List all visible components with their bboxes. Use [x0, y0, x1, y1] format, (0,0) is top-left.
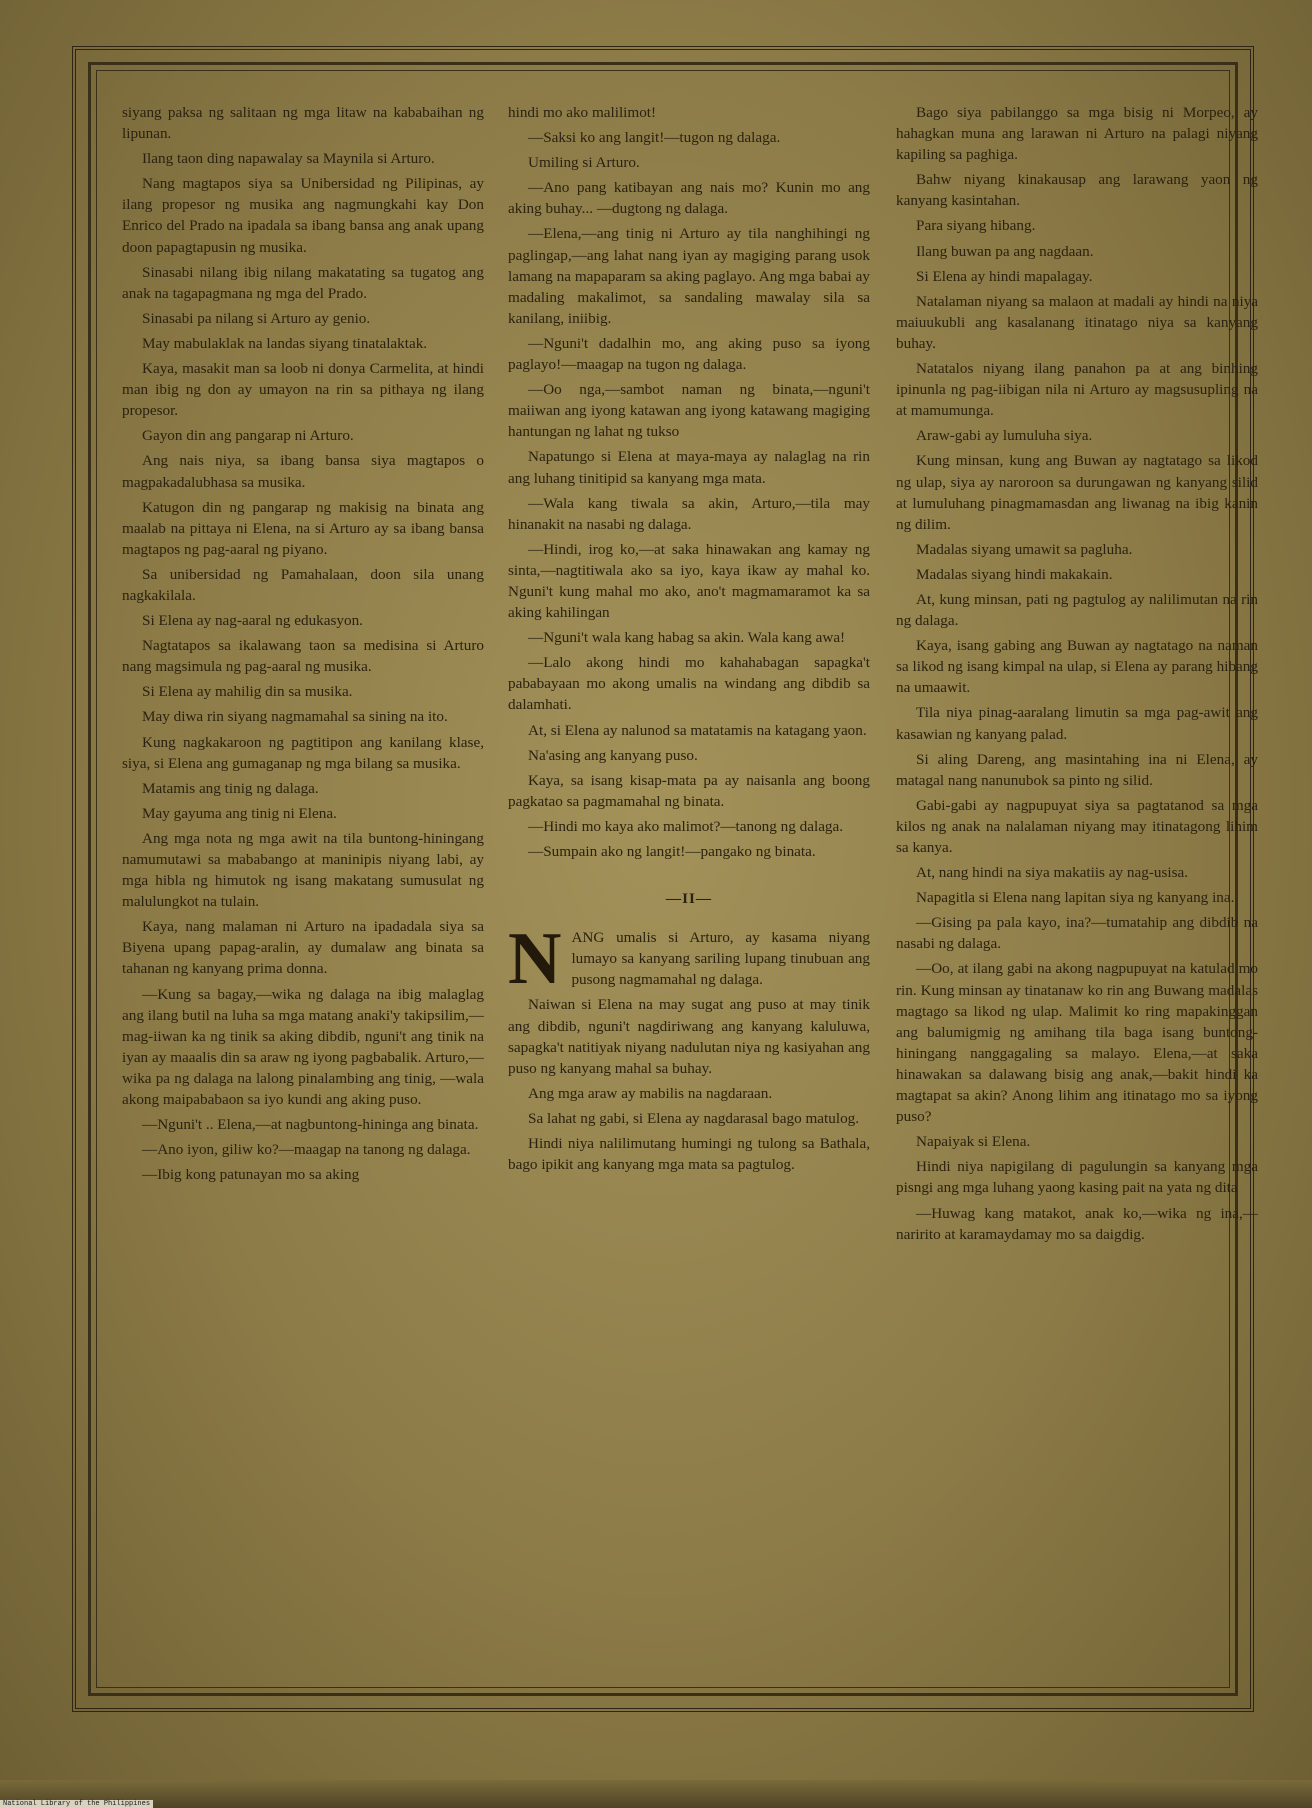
section-heading: —II— [665, 890, 713, 908]
paragraph: Hindi niya nalilimutang humingi ng tulong sa Bathala, bago ipikit ang kanyang mga mata sa pagtulog. [508, 1135, 870, 1174]
paragraph: —Huwag kang matakot, anak ko,—wika ng ina,—naririto at karamaydamay mo sa daigdig. [896, 1204, 1258, 1243]
paragraph: —Ano pang katibayan ang nais mo? Kunin mo ang aking buhay... —dugtong ng dalaga. [508, 179, 870, 218]
paragraph: Matamis ang tinig ng dalaga. [142, 779, 319, 797]
paragraph: Si aling Dareng, ang masintahing ina ni Elena, ay matagal nang nanunubok sa pinto ng silid. [896, 750, 1258, 789]
paragraph: Kaya, isang gabing ang Buwan ay nagtatago na naman sa likod ng isang kimpal na ulap, si Elena ay parang hibang na umaawit. [896, 637, 1258, 697]
paragraph-text: ANG umalis si Arturo, ay kasama niyang lumayo sa kanyang sariling lupang tinubuan ang pusong nagmamahal ng dalaga. [571, 929, 870, 989]
paragraph: —Nguni't wala kang habag sa akin. Wala kang awa! [528, 629, 846, 647]
paragraph: May mabulaklak na landas siyang tinatalaktak. [142, 334, 428, 352]
paragraph: At, kung minsan, pati ng pagtulog ay nalilimutan na rin ng dalaga. [896, 590, 1258, 630]
paragraph: Sinasabi nilang ibig nilang makatating sa tugatog ang anak na tagapagmana ng mga del Prado. [122, 263, 484, 302]
paragraph: Si Elena ay nag-aaral ng edukasyon. [142, 612, 363, 630]
paragraph: Bahw niyang kinakausap ang larawang yaon ng kanyang kasintahan. [896, 171, 1258, 210]
paragraph: —Hindi mo kaya ako malimot?—tanong ng dalaga. [528, 817, 844, 835]
paragraph: May diwa rin siyang nagmamahal sa sining na ito. [142, 708, 448, 726]
paragraph: Kaya, nang malaman ni Arturo na ipadadala siya sa Biyena upang papag-aralin, ay dumalaw ang binata sa tahanan ng kanyang prima donna. [122, 918, 484, 978]
paragraph: Napaiyak si Elena. [916, 1133, 1031, 1151]
paragraph: Nagtatapos sa ikalawang taon sa medisina si Arturo nang magsimula ng pag-aaral ng musika. [122, 637, 484, 676]
text-column-3 [896, 102, 1258, 1702]
paragraph: Natalaman niyang sa malaon at madali ay hindi na niya maiuukubli ang kasalanang itinatago niya sa kanyang buhay. [896, 292, 1258, 352]
paragraph: Ilang buwan pa ang nagdaan. [916, 242, 1094, 260]
paragraph: Katugon din ng pangarap ng makisig na binata ang maalab na pittaya ni Elena, na si Arturo ay sa ibang bansa magtapos ng pag-aaral ng piyano. [122, 498, 484, 558]
paragraph: Sa lahat ng gabi, si Elena ay nagdarasal bago matulog. [528, 1109, 860, 1127]
paragraph: Natatalos niyang ilang panahon pa at ang binhing ipinunla ng pag-iibigan nila ni Arturo ay magsusupling na at mamumunga. [896, 360, 1258, 420]
paragraph: Sa unibersidad ng Pamahalaan, doon sila unang nagkakilala. [122, 565, 484, 604]
paragraph: —Ibig kong patunayan mo sa aking [142, 1166, 360, 1184]
paragraph: —Ano iyon, giliw ko?—maagap na tanong ng dalaga. [142, 1141, 471, 1159]
paragraph: Si Elena ay mahilig din sa musika. [142, 683, 353, 701]
paragraph: Si Elena ay hindi mapalagay. [916, 267, 1093, 285]
paragraph: Madalas siyang hindi makakain. [916, 565, 1113, 583]
paragraph: —Gising pa pala kayo, ina?—tumatahip ang dibdib na nasabi ng dalaga. [896, 914, 1258, 953]
paragraph: Napagitla si Elena nang lapitan siya ng kanyang ina. [916, 889, 1235, 907]
paragraph: —Oo, at ilang gabi na akong nagpupuyat na katulad mo rin. Kung minsan ay tinatanaw ko rin ang Buwang madalas magtago sa likod ng ulap. Malimit ko ring mapakinggan ang balumigmig ng amihang tila baga isang buntong-hiningang nanggagaling sa malayo. Elena,—at saka hinawakan sa dalawang bisig ang anak,—bakit hindi ka magtapat sa akin? Anong lihim ang itinatago mo sa iyong puso? [896, 960, 1258, 1126]
paragraph: Gayon din ang pangarap ni Arturo. [142, 427, 354, 445]
paragraph: Kaya, sa isang kisap-mata pa ay naisanla ang boong pagkatao sa pagmamahal ng binata. [508, 771, 870, 810]
paragraph: At, nang hindi na siya makatiis ay nag-usisa. [916, 864, 1189, 882]
paragraph: —Wala kang tiwala sa akin, Arturo,—tila may hinanakit na nasabi ng dalaga. [508, 494, 870, 533]
paragraph: Ang mga araw ay mabilis na nagdaraan. [528, 1084, 773, 1102]
paragraph: Umiling si Arturo. [528, 154, 640, 172]
paragraph: —Saksi ko ang langit!—tugon ng dalaga. [528, 129, 781, 147]
paragraph: Naiwan si Elena na may sugat ang puso at may tinik ang dibdib, nguni't nagdiriwang ang kanyang kaluluwa, sapagka't natitiyak niyang nadulutan niya ng kasiyahan ang puso ng kanyang mahal sa buhay. [508, 996, 870, 1077]
page-bottom-edge [0, 1780, 1312, 1808]
paragraph: —Hindi, irog ko,—at saka hinawakan ang kamay ng sinta,—nagtitiwala ako sa iyo, kaya ikaw ay mahal ko. Nguni't kung mahal mo ako, ano't magmamaramot ka sa aking kahilingan [508, 540, 870, 622]
paragraph: Ang nais niya, sa ibang bansa siya magtapos o magpakadalubhasa sa musika. [122, 452, 484, 491]
paragraph: Para siyang hibang. [916, 217, 1036, 235]
paragraph: Kung nagkakaroon ng pagtitipon ang kanilang klase, siya, si Elena ang gumaganap ng mga bilang sa musika. [122, 733, 484, 772]
drop-cap: N [508, 918, 562, 1001]
paragraph: siyang paksa ng salitaan ng mga litaw na kababaihan ng lipunan. [122, 104, 484, 143]
paragraph: —Elena,—ang tinig ni Arturo ay tila nanghihingi ng paglingap,—ang lahat nang iyan ay magiging parang usok lamang na mapaparam sa aking paglayo. Ang mga babai ay madaling makalimot, sa sandaling mawalay sila sa kanilang, iniibig. [508, 225, 870, 327]
paragraph: Araw-gabi ay lumuluha siya. [916, 427, 1093, 445]
paragraph: Kaya, masakit man sa loob ni donya Carmelita, at hindi man ibig ng don ay umayon na rin sa pithaya ng ilang propesor. [122, 360, 484, 420]
paragraph: Hindi niya napigilang di pagulungin sa kanyang mga pisngi ang mga luhang yaong kasing pait na yata ng dita [896, 1158, 1258, 1197]
paragraph: Kung minsan, kung ang Buwan ay nagtatago sa likod ng ulap, siya ay naroroon sa durungawan ng kanyang silid at lumuluhang pinagmamasdan ang liwanag na ibig kanin ng dilim. [896, 452, 1258, 533]
paragraph: —Kung sa bagay,—wika ng dalaga na ibig malaglag ang ilang butil na luha sa mga matang anaki'y takipsilim,—mag-iiwan ka ng tinik sa aking dibdib, nguni't ang tinik na iyan ay maaalis din sa araw ng iyong pagbabalik. Arturo,—wika pa ng dalaga na lalong pinalambing ang tinig, —wala akong maipababaon sa iyo kundi ang aking puso. [122, 985, 484, 1109]
paragraph: Madalas siyang umawit sa pagluha. [916, 540, 1133, 558]
paragraph: Nang magtapos siya sa Unibersidad ng Pilipinas, ay ilang propesor ng musika ang nagmungkahi kay Don Enrico del Prado na ipadala sa ibang bansa ang anak upang doon papagtapusin ng musika. [122, 175, 484, 256]
paragraph: —Oo nga,—sambot naman ng binata,—nguni't maiiwan ang iyong katawan ang iyong katawang magiging hantungan ng lahat ng tukso [508, 381, 870, 441]
paragraph: —Sumpain ako ng langit!—pangako ng binata. [528, 843, 816, 860]
paragraph: Ang mga nota ng mga awit na tila buntong-hiningang namumutawi sa mababango at maninipis niyang labi, ay mga hibla ng himutok ng isang makatang sumusulat ng malulungkot na tulain. [122, 829, 484, 911]
paragraph: hindi mo ako malilimot! [508, 104, 657, 121]
paragraph: Gabi-gabi ay nagpupuyat siya sa pagtatanod sa mga kilos ng anak na nalalaman niyang may itinatagong lihim sa kanya. [896, 796, 1258, 856]
paragraph: May gayuma ang tinig ni Elena. [142, 804, 337, 822]
paragraph: Napatungo si Elena at maya-maya ay nalaglag na rin ang luhang tinitipid sa kanyang mga mata. [508, 448, 870, 487]
paragraph: —Nguni't dadalhin mo, ang aking puso sa iyong paglayo!—maagap na tugon ng dalaga. [508, 334, 870, 374]
paragraph: Bago siya pabilanggo sa mga bisig ni Morpeo, ay hahagkan muna ang larawan ni Arturo na palagi niyang kapiling sa paghiga. [896, 104, 1258, 164]
paragraph: At, si Elena ay nalunod sa matatamis na katagang yaon. [528, 721, 867, 739]
paragraph: —Nguni't .. Elena,—at nagbuntong-hininga ang binata. [142, 1116, 479, 1134]
paragraph: Tila niya pinag-aaralang limutin sa mga pag-awit ang kasawian ng kanyang palad. [896, 704, 1258, 743]
paragraph: Sinasabi pa nilang si Arturo ay genio. [142, 309, 371, 327]
paragraph: Na'asing ang kanyang puso. [528, 746, 698, 764]
text-column-1 [122, 102, 484, 1702]
paragraph: —Lalo akong hindi mo kahahabagan sapagka't pababayaan mo akong umalis na windang ang dibdib sa dalamhati. [508, 654, 870, 714]
text-column-2 [508, 102, 870, 1702]
paragraph: Ilang taon ding napawalay sa Maynila si Arturo. [142, 150, 435, 168]
library-footer: National Library of the Philippines [0, 1800, 153, 1808]
paragraph [508, 918, 870, 1001]
